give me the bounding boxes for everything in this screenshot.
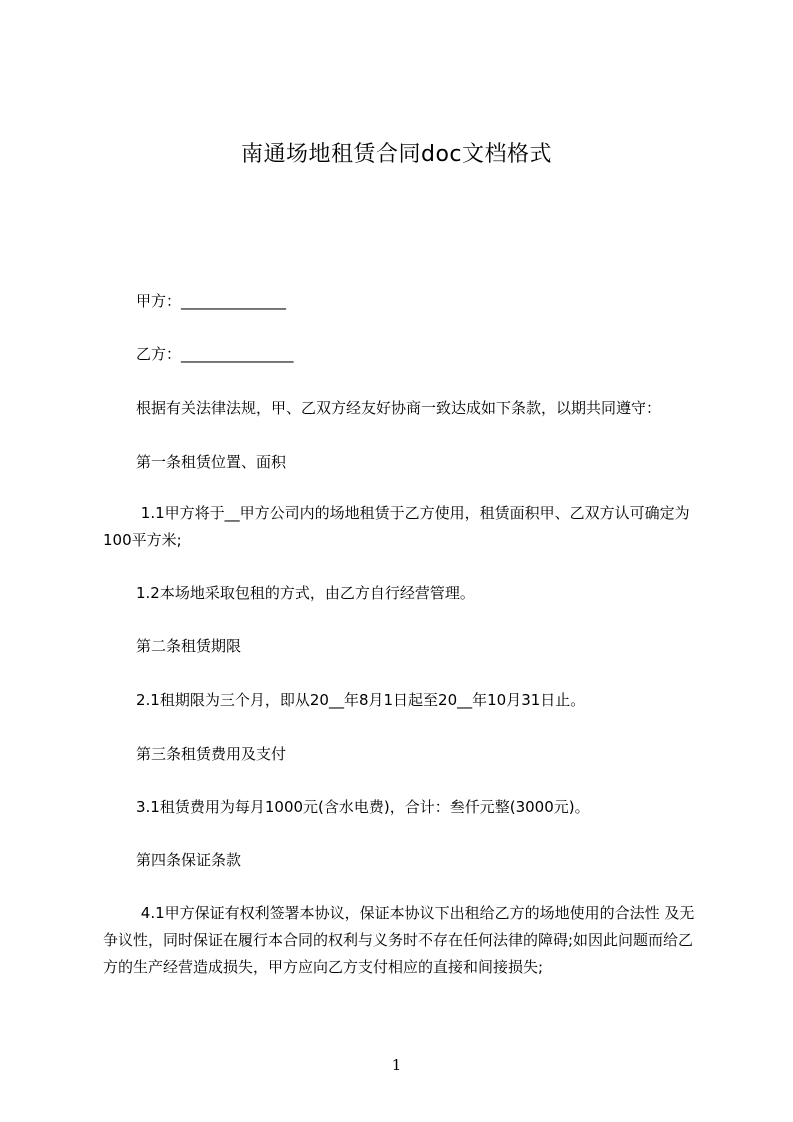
article-3-heading: 第三条租赁费用及支付 xyxy=(136,745,287,763)
clause-4-1: 4.1甲方保证有权利签署本协议，保证本协议下出租给乙方的场地使用的合法性 及无争议性，同时保证在履行本合同的权利与义务时不存在任何法律的障碍;如因此问题而给乙方的生产经营造成损失，甲方应向乙方支付相应的直接和间接损失; xyxy=(103,904,695,976)
clause-1-2: 1.2本场地采取包租的方式，由乙方自行经营管理。 xyxy=(136,584,475,602)
article-2-heading: 第二条租赁期限 xyxy=(136,637,242,655)
party-b-line: 乙方：_______________ xyxy=(136,345,294,363)
clause-2-1: 2.1租期限为三个月，即从20__年8月1日起至20__年10月31日止。 xyxy=(136,691,586,709)
page-number: 1 xyxy=(391,1056,402,1074)
article-4-heading: 第四条保证条款 xyxy=(136,851,242,869)
clause-1-1: 1.1甲方将于__甲方公司内的场地租赁于乙方使用，租赁面积甲、乙双方认可确定为100平方米; xyxy=(103,504,690,549)
article-1-heading: 第一条租赁位置、面积 xyxy=(136,453,287,471)
party-a-line: 甲方：______________ xyxy=(136,292,287,310)
preamble-paragraph: 根据有关法律法规，甲、乙双方经友好协商一致达成如下条款，以期共同遵守： xyxy=(136,399,662,417)
document-title: 南通场地租赁合同doc文档格式 xyxy=(240,142,553,167)
clause-3-1: 3.1租赁费用为每月1000元(含水电费)，合计：叁仟元整(3000元)。 xyxy=(136,798,590,816)
